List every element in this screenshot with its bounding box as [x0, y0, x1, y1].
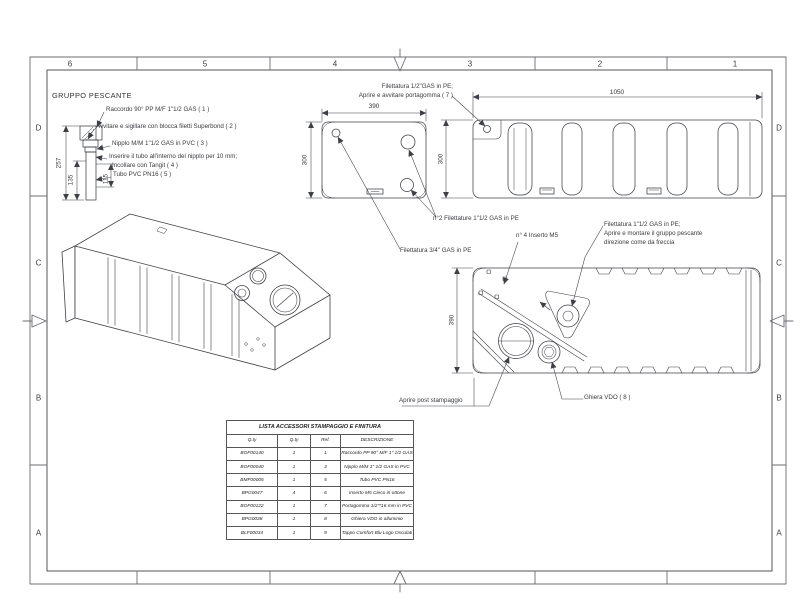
end-view: [306, 109, 426, 198]
table-header-cell: Ref.: [311, 434, 341, 447]
table-row: [227, 447, 413, 460]
table-cell: Ghiera VDO in alluminio: [341, 513, 413, 526]
table-cell: BPG0038: [227, 513, 278, 526]
zone-letter: D: [776, 123, 782, 133]
table-row: [227, 526, 413, 539]
table-cell: 4: [278, 486, 311, 499]
dim-135: 135: [67, 174, 75, 186]
table-header-cell: Q.ty: [278, 434, 311, 447]
label-threads-2x: n°2 Filettature 1"1/2 GAS in PE: [433, 215, 519, 222]
table-row: [227, 460, 413, 473]
zone-letter: C: [776, 258, 782, 268]
label-thread-112-2: Aprire e montare il gruppo pescante: [604, 229, 703, 237]
table-cell: Tubo PVC PN16: [341, 473, 413, 486]
table-cell: Portagomma 1/2"*16 mm in PVC: [341, 500, 413, 513]
table-cell: 1: [278, 473, 311, 486]
table-cell: 9: [311, 526, 341, 539]
table-header-cell: Q.ty: [227, 434, 278, 447]
table-cell: BOF00122: [227, 500, 278, 513]
table-cell: 1: [278, 513, 311, 526]
label-ghiera-vdo: Ghiera VDO ( 8 ): [584, 393, 631, 401]
zone-letter: A: [35, 528, 42, 538]
table-cell: 6: [311, 486, 341, 499]
callout-superbond: Avvitare e sigillare con blocca filetti Superbond ( 2 ): [96, 122, 237, 130]
dim-115: 115: [102, 173, 110, 185]
mid-leaders: [338, 137, 436, 249]
table-cell: Raccordo PP 90° M/F 1" 1/2 GAS: [341, 447, 413, 460]
label-open-after-molding: Aprire post stampaggio: [399, 397, 463, 404]
zone-letter: B: [35, 393, 42, 403]
top-notches: [562, 268, 742, 373]
label-inserts-m5: n° 4 Inserto M5: [516, 231, 559, 239]
callout-inserire: Inserire il tubo all'interno del nipplo per 10 mm;: [109, 152, 238, 160]
pickup-dims: [62, 126, 114, 200]
dim-1050: 1050: [609, 88, 625, 96]
table-cell: 1: [278, 460, 311, 473]
table-cell: BMF00005: [227, 473, 278, 486]
table-cell: BOF00040: [227, 460, 278, 473]
table-cell: 7: [311, 500, 341, 513]
parts-table-title: LISTA ACCESSORI STAMPAGGIO E FINITURA: [258, 424, 382, 431]
zone-letter: D: [35, 123, 42, 133]
table-row: [227, 513, 413, 526]
zone-letter: C: [35, 258, 42, 268]
center-mark-right: [770, 315, 793, 327]
label-thread-half-1: Filettatura 1/2"GAS in PE;: [381, 82, 453, 90]
center-mark-top: [394, 49, 406, 71]
parts-table-header-row: [227, 434, 413, 447]
dim-390-top: 390: [368, 103, 380, 110]
table-cell: 1: [311, 447, 341, 460]
table-cell: BLF00034: [227, 526, 278, 539]
label-thread-112-3: direzione come da freccia: [604, 238, 675, 246]
table-cell: 3: [311, 460, 341, 473]
callout-raccordo: Raccordo 90° PP M/F 1"1/2 GAS ( 1 ): [106, 105, 210, 113]
table-cell: BPG0047: [227, 486, 278, 499]
dim-257: 257: [55, 157, 63, 169]
zone-letter: B: [776, 393, 782, 403]
dim-300-left: 300: [301, 154, 309, 166]
table-row: [227, 500, 413, 513]
zone-number: 1: [732, 58, 738, 68]
callout-tangit: Incollare con Tangit ( 4 ): [112, 161, 178, 169]
zone-number: 6: [67, 58, 73, 68]
table-cell: 5: [311, 473, 341, 486]
table-row: [227, 486, 413, 499]
side-view-dims: [441, 92, 762, 198]
zone-number: 5: [202, 58, 208, 68]
callout-tubo: Tubo PVC PN16 ( 5 ): [113, 170, 172, 178]
table-row: [227, 473, 413, 486]
table-cell: 1: [278, 526, 311, 539]
table-cell: Inserto M5 Cieco in ottone: [341, 486, 413, 499]
iso-view: [62, 214, 330, 370]
table-cell: 8: [311, 513, 341, 526]
dim-390-side: 390: [448, 314, 456, 326]
pickup-group-title: GRUPPO PESCANTE: [52, 91, 132, 100]
zone-letter: A: [776, 528, 782, 538]
table-cell: 1: [278, 447, 311, 460]
zone-number: 3: [467, 58, 473, 68]
table-cell: BOF00140: [227, 447, 278, 460]
dim-300-right: 300: [437, 153, 445, 165]
zone-number: 2: [597, 58, 603, 68]
center-mark-left: [23, 315, 46, 327]
label-thread-half-2: Aprire e avvitare portagomma ( 7 ): [358, 92, 453, 99]
table-cell: Tappo Comfort Blu Logo Osculati: [341, 526, 413, 539]
center-mark-bottom: [394, 571, 406, 592]
table-cell: 1: [278, 500, 311, 513]
callout-nipplo: Nipplo M/M 1"1/2 GAS in PVC ( 3 ): [112, 139, 208, 147]
label-thread-112-1: Filettatura 1"1/2 GAS in PE;: [604, 220, 681, 228]
label-thread-34: Filettatura 3/4" GAS in PE: [400, 246, 472, 254]
table-cell: Nipplo M/M 1" 1/2 GAS in PVC: [341, 460, 413, 473]
zone-number: 4: [332, 58, 338, 68]
parts-table: [226, 420, 414, 540]
table-header-cell: DESCRIZIONE: [341, 434, 413, 447]
side-view: [441, 92, 762, 198]
